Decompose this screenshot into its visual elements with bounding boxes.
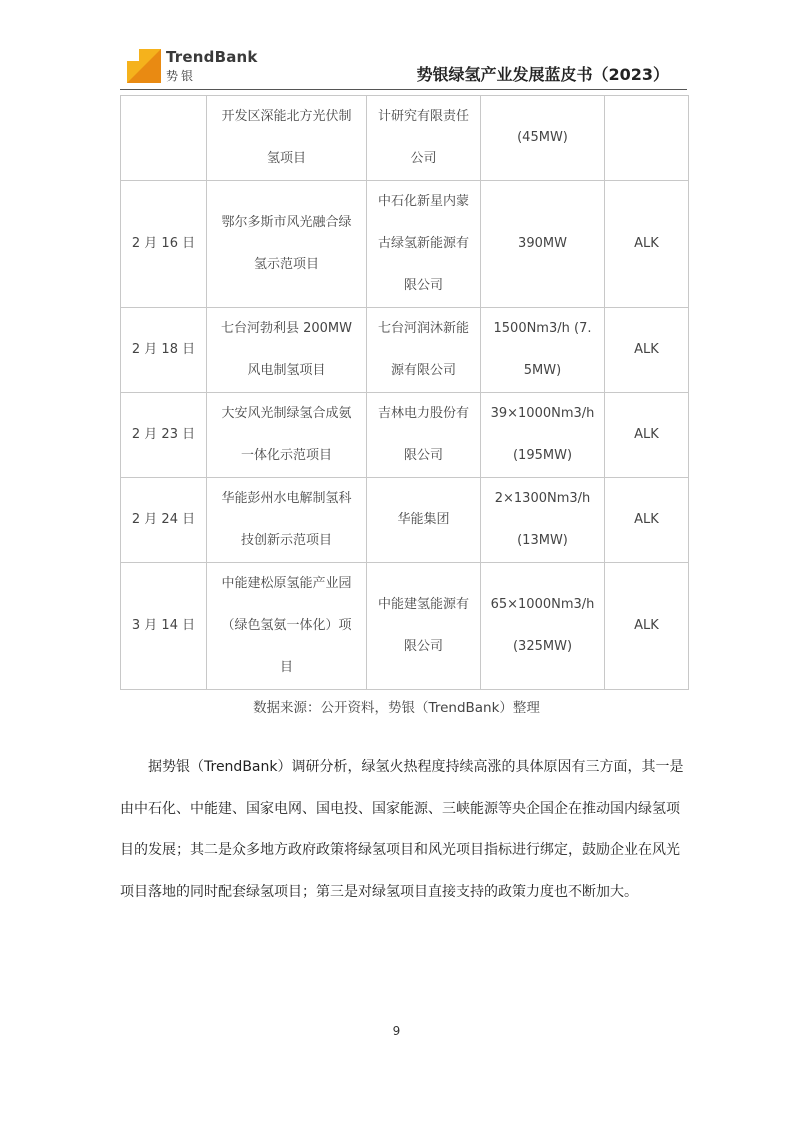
cell-line: 风电制氢项目	[247, 363, 326, 378]
scale-cell	[481, 393, 605, 478]
cell-line: 源有限公司	[390, 363, 456, 378]
cell-line: 华能集团	[397, 512, 450, 527]
cell-line: 39×1000Nm3/h	[490, 406, 595, 421]
paragraph-line: 目的发展；其二是众多地方政府政策将绿氢项目和风光项目指标进行绑定，鼓励企业在风光	[120, 842, 680, 858]
scale-cell	[481, 96, 605, 181]
cell-line: (325MW)	[512, 639, 573, 654]
technology-cell: ALK	[605, 563, 689, 690]
project-name-cell	[207, 393, 367, 478]
cell-line: 大安风光制绿氢合成氨	[221, 406, 352, 421]
cell-line: （绿色氢氨一体化）项	[221, 618, 352, 633]
cell-line: 中能建松原氢能产业园	[221, 576, 352, 591]
cell-line: 华能彭州水电解制氢科	[221, 491, 352, 506]
cell-line: 吉林电力股份有	[377, 406, 469, 421]
table-row	[121, 393, 689, 478]
document-title: 势银绿氢产业发展蓝皮书（2023）	[416, 65, 669, 84]
paragraph-line: 据势银（TrendBank）调研分析，绿氢火热程度持续高涨的具体原因有三方面，其一是	[148, 759, 684, 775]
body-paragraph	[120, 747, 687, 913]
cell-line: (195MW)	[512, 448, 573, 463]
scale-cell	[481, 478, 605, 563]
date-cell	[121, 96, 207, 181]
cell-line: 氢项目	[266, 151, 306, 166]
table-row	[121, 308, 689, 393]
scale-cell	[481, 563, 605, 690]
cell-line: 1500Nm3/h (7.	[493, 321, 592, 336]
cell-line: 2×1300Nm3/h	[494, 491, 591, 506]
cell-line: 一体化示范项目	[240, 448, 332, 463]
cell-line: 65×1000Nm3/h	[490, 597, 595, 612]
table-body	[121, 96, 689, 690]
cell-line: (45MW)	[517, 130, 568, 145]
company-cell	[367, 478, 481, 563]
header-divider	[120, 89, 687, 90]
cell-line: 鄂尔多斯市风光融合绿	[221, 215, 352, 230]
cell-line: 中能建氢能源有	[377, 597, 469, 612]
cell-line: 5MW)	[523, 363, 562, 378]
cell-line: 氢示范项目	[253, 257, 319, 272]
cell-line: 计研究有限责任	[377, 109, 469, 124]
project-name-cell	[207, 181, 367, 308]
table-row	[121, 181, 689, 308]
company-cell	[367, 393, 481, 478]
cell-line: 目	[279, 660, 293, 675]
date-cell: 2 月 23 日	[121, 393, 207, 478]
green-hydrogen-projects-table	[120, 95, 689, 690]
cell-line: 古绿氢新能源有	[377, 236, 469, 251]
cell-line: 限公司	[403, 639, 443, 654]
date-cell: 2 月 16 日	[121, 181, 207, 308]
table-source-caption: 数据来源：公开资料，势银（TrendBank）整理	[253, 700, 540, 716]
cell-line: 中石化新星内蒙	[377, 194, 469, 209]
cell-line: 390MW	[518, 236, 567, 251]
trendbank-logo-icon	[127, 49, 161, 83]
company-cell	[367, 563, 481, 690]
project-name-cell	[207, 96, 367, 181]
scale-cell	[481, 308, 605, 393]
paragraph-line: 由中石化、中能建、国家电网、国电投、国家能源、三峡能源等央企国企在推动国内绿氢项	[120, 800, 680, 817]
project-name-cell	[207, 308, 367, 393]
company-cell	[367, 308, 481, 393]
cell-line: 开发区深能北方光伏制	[221, 109, 352, 124]
technology-cell: ALK	[605, 478, 689, 563]
cell-line: 公司	[410, 151, 437, 166]
logo-subtitle: 势银	[166, 69, 197, 83]
scale-cell	[481, 181, 605, 308]
cell-line: 限公司	[403, 448, 443, 463]
technology-cell: ALK	[605, 181, 689, 308]
paragraph-line: 项目落地的同时配套绿氢项目；第三是对绿氢项目直接支持的政策力度也不断加大。	[120, 883, 638, 900]
company-cell	[367, 96, 481, 181]
page-number: 9	[392, 1024, 401, 1038]
cell-line: 限公司	[403, 278, 443, 293]
company-cell	[367, 181, 481, 308]
cell-line: 七台河勃利县 200MW	[220, 321, 353, 336]
date-cell: 3 月 14 日	[121, 563, 207, 690]
technology-cell	[605, 96, 689, 181]
table-row	[121, 478, 689, 563]
project-name-cell	[207, 478, 367, 563]
date-cell: 2 月 24 日	[121, 478, 207, 563]
table-row	[121, 563, 689, 690]
cell-line: 七台河润沐新能	[377, 321, 469, 336]
date-cell: 2 月 18 日	[121, 308, 207, 393]
project-name-cell	[207, 563, 367, 690]
logo-name: TrendBank	[166, 48, 258, 66]
page-header	[0, 0, 793, 95]
table-row	[121, 96, 689, 181]
technology-cell: ALK	[605, 308, 689, 393]
technology-cell: ALK	[605, 393, 689, 478]
cell-line: 技创新示范项目	[240, 533, 332, 548]
cell-line: (13MW)	[517, 533, 568, 548]
